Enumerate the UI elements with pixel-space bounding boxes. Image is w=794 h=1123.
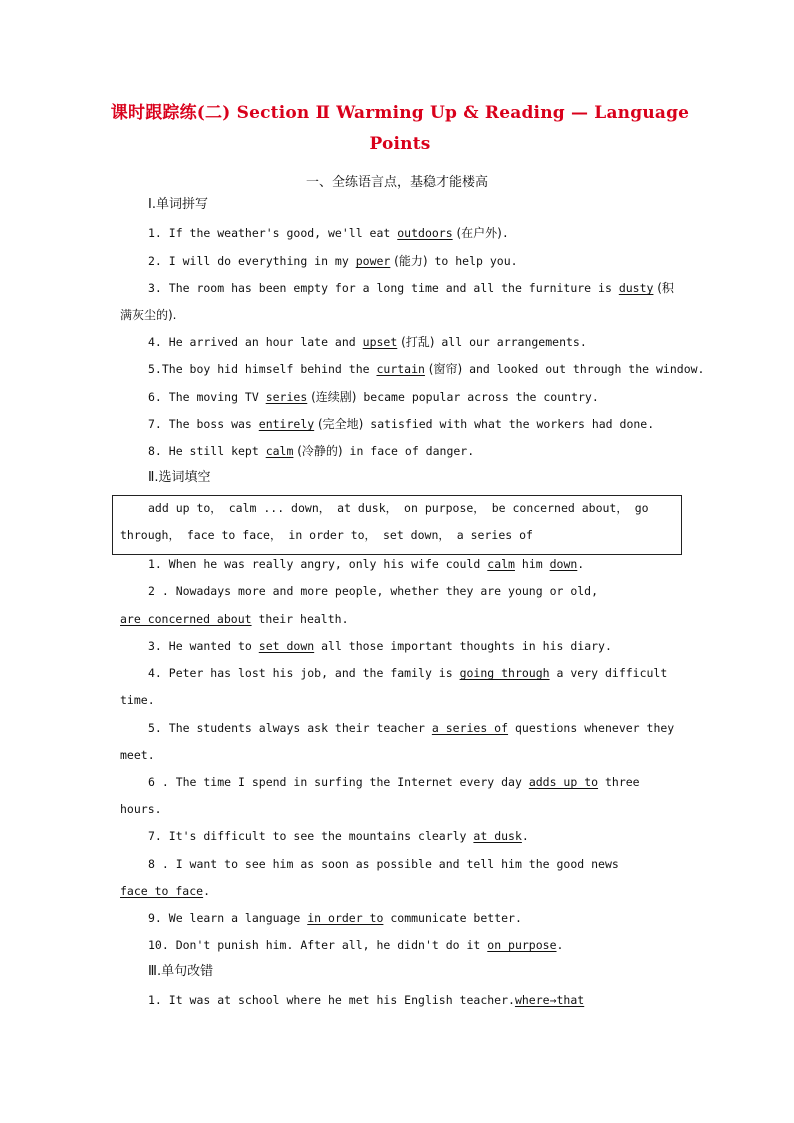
- exercise-item: 7. The boss was entirely (完全地) satisfied with what the workers had done.: [148, 417, 655, 431]
- section-heading: Ⅰ.单词拼写: [148, 197, 208, 212]
- exercise-item: 9. We learn a language in order to communicate better.: [148, 911, 522, 925]
- exercise-item: 1. If the weather's good, we'll eat outdoors (在户外).: [148, 226, 509, 240]
- answer: down: [549, 557, 578, 571]
- exercise-item: 6. The moving TV series (连续剧) became popular across the country.: [148, 390, 599, 404]
- answer: are concerned about: [120, 612, 252, 626]
- answer: face to face: [120, 884, 204, 898]
- answer: dusty: [618, 281, 654, 295]
- exercise-item: 3. The room has been empty for a long time and all the furniture is dusty (积: [148, 281, 674, 295]
- exercise-item: 8. He still kept calm (冷静的) in face of danger.: [148, 444, 475, 458]
- answer: where→that: [514, 993, 585, 1007]
- word-bank-line: add up to， calm ... down， at dusk， on purpose， be concerned about， go: [148, 501, 649, 515]
- exercise-item: 5.The boy hid himself behind the curtain (窗帘) and looked out through the window.: [148, 362, 705, 376]
- page-title: 课时跟踪练(二) Section Ⅱ Warming Up & Reading — Language: [110, 103, 690, 123]
- exercise-item-continued: hours.: [120, 802, 162, 816]
- exercise-item-continued: are concerned about their health.: [120, 612, 349, 626]
- answer: on purpose: [487, 938, 557, 952]
- exercise-item-continued: meet.: [120, 748, 155, 762]
- answer: outdoors: [397, 226, 453, 240]
- answer: curtain: [376, 362, 425, 376]
- exercise-item: 4. Peter has lost his job, and the family is going through a very difficult: [148, 666, 668, 680]
- exercise-item-continued: face to face.: [120, 884, 211, 898]
- answer: calm: [487, 557, 515, 571]
- answer: entirely: [258, 417, 315, 431]
- answer: going through: [459, 666, 550, 680]
- exercise-item: 8 . I want to see him as soon as possible and tell him the good news: [148, 857, 619, 871]
- section-heading: Ⅲ.单句改错: [148, 964, 214, 979]
- page-title-continued: Points: [369, 134, 431, 154]
- exercise-item-continued: time.: [120, 693, 155, 707]
- part-heading: 一、全练语言点，基稳才能楼高: [305, 175, 488, 190]
- answer: adds up to: [528, 775, 599, 789]
- exercise-item: 2 . Nowadays more and more people, whether they are young or old,: [148, 584, 599, 598]
- answer: a series of: [431, 721, 509, 735]
- exercise-item: 6 . The time I spend in surfing the Internet every day adds up to three: [148, 775, 640, 789]
- exercise-item: 2. I will do everything in my power (能力) to help you.: [148, 254, 518, 268]
- answer: series: [265, 390, 308, 404]
- answer: power: [355, 254, 391, 268]
- exercise-item: 1. When he was really angry, only his wife could calm him down.: [148, 557, 585, 571]
- exercise-item: 4. He arrived an hour late and upset (打乱) all our arrangements.: [148, 335, 587, 349]
- exercise-item-continued: 满灰尘的).: [120, 308, 177, 322]
- exercise-item: 7. It's difficult to see the mountains clearly at dusk.: [148, 829, 529, 843]
- answer: at dusk: [473, 829, 522, 843]
- exercise-item: 5. The students always ask their teacher a series of questions whenever they: [148, 721, 675, 735]
- answer: upset: [362, 335, 398, 349]
- answer: in order to: [307, 911, 384, 925]
- answer: calm: [265, 444, 294, 458]
- answer: set down: [258, 639, 315, 653]
- section-heading: Ⅱ.选词填空: [148, 470, 211, 485]
- exercise-item: 10. Don't punish him. After all, he didn't do it on purpose.: [148, 938, 564, 952]
- exercise-item: 3. He wanted to set down all those important thoughts in his diary.: [148, 639, 612, 653]
- word-bank-line: through， face to face， in order to， set down， a series of: [120, 528, 533, 542]
- exercise-item: 1. It was at school where he met his English teacher.where→that: [148, 993, 585, 1007]
